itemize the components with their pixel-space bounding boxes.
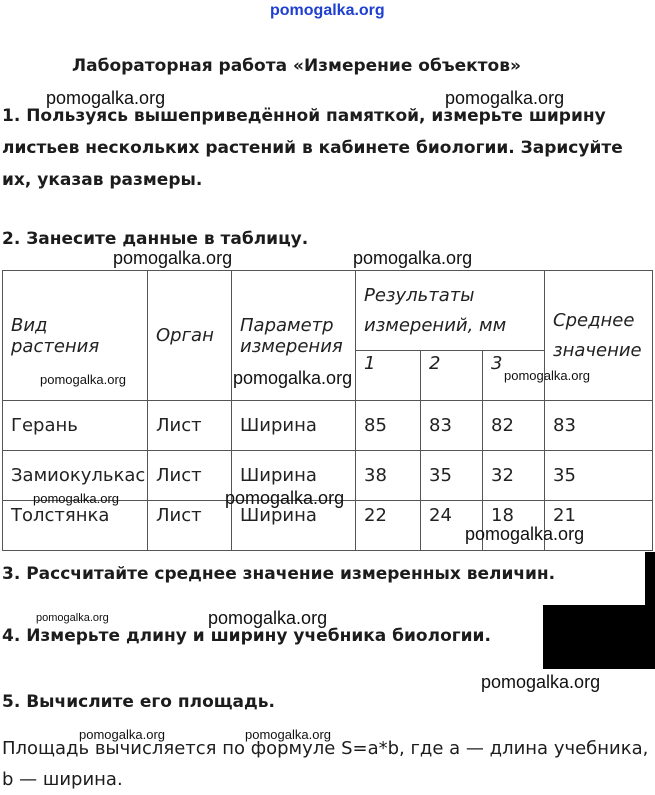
cell-measure-3: 82: [483, 401, 545, 451]
cell-measure-2: 83: [421, 401, 483, 451]
watermark: pomogalka.org: [113, 248, 233, 268]
cell-parameter: Ширина: [232, 401, 356, 451]
watermark-top: pomogalka.org: [270, 2, 385, 19]
header-measure-3: 3: [483, 351, 545, 401]
watermark: pomogalka.org: [233, 368, 353, 388]
task-3: 3. Рассчитайте среднее значение измеренных величин.: [2, 564, 556, 584]
watermark: pomogalka.org: [36, 612, 109, 624]
cell-plant: Толстянка: [3, 501, 148, 551]
cell-measure-1: 38: [356, 451, 421, 501]
cell-parameter: Ширина: [232, 451, 356, 501]
cell-organ: Лист: [148, 501, 232, 551]
cell-parameter: Ширина: [232, 501, 356, 551]
table-row: [3, 401, 653, 451]
formula-text: Площадь вычисляется по формуле S=a*b, где a — длина учебника, b — ширина.: [2, 738, 649, 790]
page-title: Лабораторная работа «Измерение объектов»: [72, 56, 521, 76]
cell-organ: Лист: [148, 451, 232, 501]
cell-measure-1: 85: [356, 401, 421, 451]
header-results: Результаты измерений, мм: [356, 271, 545, 351]
redaction-box: [543, 605, 655, 669]
task-5: 5. Вычислите его площадь.: [2, 692, 275, 712]
watermark: pomogalka.org: [40, 372, 126, 387]
header-measure-2: 2: [421, 351, 483, 401]
watermark: pomogalka.org: [481, 672, 601, 692]
cell-average: 83: [545, 401, 653, 451]
watermark: pomogalka.org: [245, 727, 331, 742]
cell-organ: Лист: [148, 401, 232, 451]
cell-measure-2: 35: [421, 451, 483, 501]
cell-measure-1: 22: [356, 501, 421, 551]
cell-measure-3: 18: [483, 501, 545, 551]
cell-average: 35: [545, 451, 653, 501]
header-organ: Орган: [148, 271, 232, 401]
header-parameter: Параметр измерения: [232, 271, 356, 401]
header-plant: Вид растения: [3, 271, 148, 401]
cell-plant: Герань: [3, 401, 148, 451]
watermark: pomogalka.org: [208, 608, 328, 628]
header-measure-1: 1: [356, 351, 421, 401]
cell-plant: Замиокулькас: [3, 451, 148, 501]
watermark: pomogalka.org: [46, 88, 166, 108]
redaction-strip: [645, 552, 655, 608]
watermark: pomogalka.org: [445, 88, 565, 108]
watermark: pomogalka.org: [225, 488, 345, 508]
cell-measure-3: 32: [483, 451, 545, 501]
watermark: pomogalka.org: [465, 524, 585, 544]
watermark: pomogalka.org: [33, 491, 119, 506]
cell-average: 21: [545, 501, 653, 551]
watermark: pomogalka.org: [79, 727, 165, 742]
task-2: 2. Занесите данные в таблицу.: [2, 229, 309, 249]
cell-measure-2: 24: [421, 501, 483, 551]
watermark: pomogalka.org: [353, 248, 473, 268]
watermark: pomogalka.org: [504, 368, 590, 383]
task-4: 4. Измерьте длину и ширину учебника биологии.: [2, 626, 491, 646]
header-average: Среднее значение: [545, 271, 653, 401]
task-1: 1. Пользуясь вышеприведённой памяткой, измерьте ширину листьев нескольких растений в кабинете биологии. Зарисуйте их, указав размеры.: [2, 106, 623, 190]
